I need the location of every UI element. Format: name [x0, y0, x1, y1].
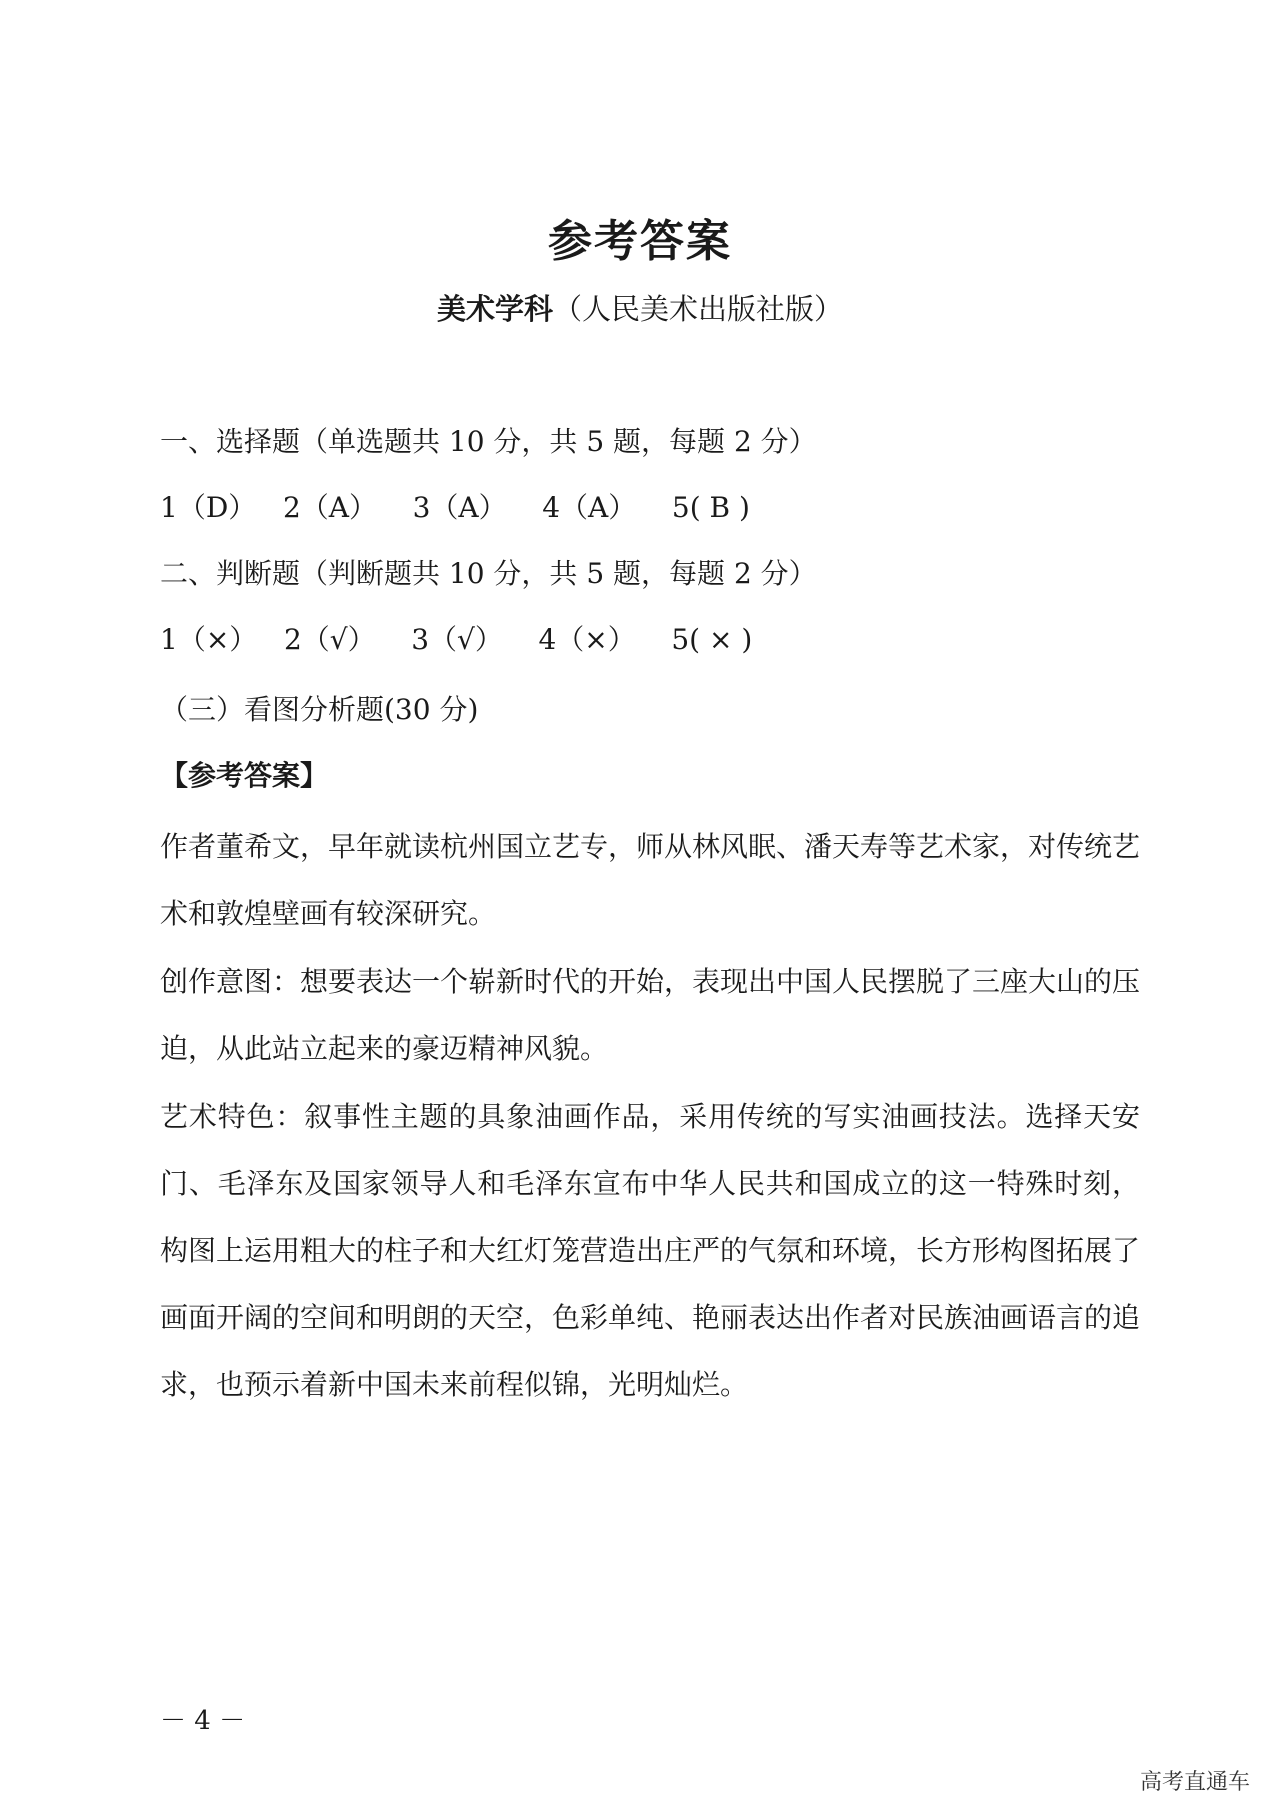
paragraph-features: 艺术特色：叙事性主题的具象油画作品，采用传统的写实油画技法。选择天安门、毛泽东及国家领导人和毛泽东宣布中华人民共和国成立的这一特殊时刻， 构图上运用粗大的柱子和大红灯笼营造出庄严的气氛和环境，长方形构图拓展了画面开阔的空间和明朗的天空，色彩单纯、艳丽表达出作者对民族油画语言的追求，也预示着新中国未来前程似锦，光明灿烂。 [160, 1100, 1141, 1401]
subject-name: 美术学科 [436, 292, 553, 326]
paragraph-intent: 创作意图：想要表达一个崭新时代的开始，表现出中国人民摆脱了三座大山的压迫，从此站立起来的豪迈精神风貌。 [160, 965, 1141, 1065]
section1-answers: 1（D） 2（A） 3（A） 4（A） 5( B ) [160, 491, 750, 524]
section2-answers: 1（×） 2（√） 3（√） 4（×） 5( × ) [160, 623, 753, 656]
document-title: 参考答案 [548, 216, 732, 267]
publisher-note: （人民美术出版社版） [553, 292, 844, 326]
watermark: 高考直通车 [1139, 1770, 1250, 1795]
document-subtitle [0, 287, 1280, 328]
answer-label: 【参考答案】 [160, 759, 329, 792]
section2-heading: 二、判断题（判断题共 10 分，共 5 题，每题 2 分） [160, 557, 817, 590]
section1-heading: 一、选择题（单选题共 10 分，共 5 题，每题 2 分） [160, 425, 817, 458]
page-number: － 4 － [160, 1706, 246, 1736]
section3-heading: （三）看图分析题(30 分) [160, 693, 479, 726]
paragraph-author: 作者董希文，早年就读杭州国立艺专，师从林风眠、潘天寿等艺术家，对传统艺术和敦煌壁画有较深研究。 [160, 830, 1141, 930]
